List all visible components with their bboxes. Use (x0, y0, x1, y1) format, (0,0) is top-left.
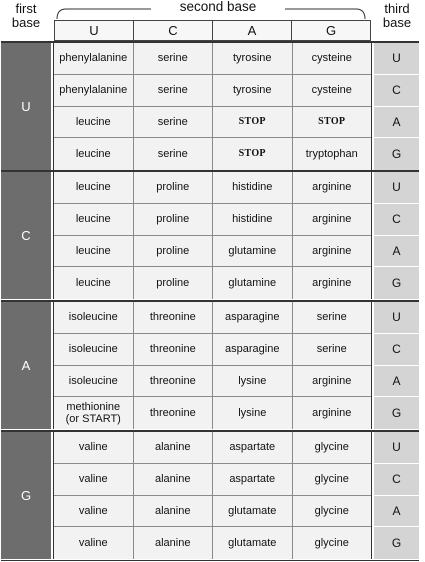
first-base-label: G (1, 432, 51, 559)
third-base-label: C (374, 334, 419, 366)
amino-acid-label: leucine (75, 213, 111, 226)
amino-acid-cell (293, 172, 372, 203)
amino-acid-label: arginine (312, 244, 352, 257)
amino-acid-cell (54, 204, 134, 235)
amino-acid-cell (134, 267, 214, 299)
amino-acid-cell (213, 302, 293, 333)
table-row (54, 267, 371, 299)
amino-acid-label: aspartate (229, 441, 276, 454)
amino-acid-label: arginine (312, 374, 352, 387)
amino-acid-cell (213, 172, 293, 203)
amino-acid-cell (213, 236, 293, 267)
table-row (54, 172, 371, 204)
amino-acid-label: leucine (75, 181, 111, 194)
codon-rows (54, 172, 371, 299)
amino-acid-cell (134, 464, 214, 495)
amino-acid-label: leucine (75, 244, 111, 257)
amino-acid-label: glutamine (228, 244, 277, 257)
second-base-header: second base (151, 0, 285, 14)
amino-acid-cell (213, 75, 293, 106)
amino-acid-cell (54, 107, 134, 138)
third-base-label: U (374, 432, 419, 464)
amino-acid-cell (213, 432, 293, 463)
amino-acid-cell (134, 172, 214, 203)
amino-acid-label: arginine (312, 213, 352, 226)
table-row (54, 107, 371, 139)
amino-acid-cell (293, 527, 372, 559)
amino-acid-cell (54, 496, 134, 527)
table-row (54, 138, 371, 170)
third-base-header-line1: third (384, 1, 410, 16)
amino-acid-cell (213, 527, 293, 559)
amino-acid-cell (134, 527, 214, 559)
first-base-header (0, 2, 52, 30)
amino-acid-label: methionine (or START) (65, 401, 121, 426)
third-base-label: A (374, 236, 419, 268)
amino-acid-label: serine (316, 311, 347, 324)
amino-acid-label: isoleucine (68, 374, 118, 387)
amino-acid-cell (293, 267, 372, 299)
amino-acid-cell (54, 397, 134, 429)
amino-acid-label: alanine (155, 441, 191, 454)
amino-acid-cell (54, 334, 134, 365)
codon-table (1, 41, 419, 561)
amino-acid-cell (134, 334, 214, 365)
amino-acid-label: lysine (238, 374, 267, 387)
codon-rows (54, 43, 371, 170)
amino-acid-cell (134, 204, 214, 235)
amino-acid-cell (293, 432, 372, 463)
amino-acid-label: valine (78, 504, 108, 517)
amino-acid-cell (293, 302, 372, 333)
amino-acid-cell (213, 267, 293, 299)
amino-acid-cell (213, 334, 293, 365)
table-row (54, 43, 371, 75)
amino-acid-cell (134, 236, 214, 267)
third-base-label: U (374, 43, 419, 75)
amino-acid-cell (293, 366, 372, 397)
first-base-block (1, 430, 419, 559)
first-base-label: C (1, 172, 51, 299)
amino-acid-label: leucine (75, 277, 111, 290)
amino-acid-cell (54, 366, 134, 397)
column-header-u: U (55, 21, 134, 40)
amino-acid-cell (134, 432, 214, 463)
table-row (54, 432, 371, 464)
amino-acid-label: leucine (75, 148, 111, 161)
third-base-column (374, 432, 419, 559)
amino-acid-cell (54, 302, 134, 333)
table-row (54, 236, 371, 268)
amino-acid-label: threonine (149, 374, 196, 387)
third-base-header (372, 2, 422, 30)
amino-acid-label: tyrosine (232, 84, 272, 97)
amino-acid-cell (134, 397, 214, 429)
amino-acid-cell (134, 43, 214, 74)
grid-divider (53, 43, 54, 170)
amino-acid-cell (54, 138, 134, 170)
first-base-block (1, 170, 419, 299)
amino-acid-label: STOP (318, 115, 346, 127)
amino-acid-label: lysine (238, 407, 267, 420)
grid-divider (53, 172, 54, 299)
amino-acid-cell (293, 75, 372, 106)
amino-acid-cell (293, 334, 372, 365)
amino-acid-label: glycine (314, 537, 349, 550)
amino-acid-label: tryptophan (305, 148, 358, 161)
grid-divider (371, 43, 372, 170)
third-base-label: A (374, 107, 419, 139)
third-base-header-line2: base (382, 15, 412, 30)
table-row (54, 397, 371, 429)
table-row (54, 496, 371, 528)
grid-divider (371, 172, 372, 299)
amino-acid-cell (54, 432, 134, 463)
amino-acid-label: leucine (75, 115, 111, 128)
amino-acid-label: glycine (314, 473, 349, 486)
amino-acid-label: valine (78, 473, 108, 486)
first-base-label: A (1, 302, 51, 429)
table-row (54, 464, 371, 496)
third-base-label: U (374, 172, 419, 204)
amino-acid-label: threonine (149, 311, 196, 324)
amino-acid-label: valine (78, 441, 108, 454)
second-base-column-headers (54, 20, 371, 41)
third-base-label: A (374, 366, 419, 398)
amino-acid-label: glutamine (228, 277, 277, 290)
amino-acid-cell (213, 464, 293, 495)
first-base-header-line1: first (15, 1, 37, 16)
amino-acid-cell (213, 366, 293, 397)
amino-acid-label: valine (78, 537, 108, 550)
table-row (54, 75, 371, 107)
amino-acid-cell (134, 75, 214, 106)
grid-divider (371, 432, 372, 559)
amino-acid-cell (213, 43, 293, 74)
first-base-block (1, 41, 419, 170)
amino-acid-cell (293, 43, 372, 74)
amino-acid-label: threonine (149, 343, 196, 356)
amino-acid-cell (293, 496, 372, 527)
amino-acid-label: tyrosine (232, 52, 272, 65)
amino-acid-label: STOP (238, 115, 266, 127)
amino-acid-label: glycine (314, 441, 349, 454)
third-base-label: A (374, 496, 419, 528)
amino-acid-cell (54, 527, 134, 559)
third-base-label: C (374, 75, 419, 107)
amino-acid-cell (54, 172, 134, 203)
amino-acid-label: glutamate (228, 504, 277, 517)
grid-divider (371, 302, 372, 429)
amino-acid-cell (213, 496, 293, 527)
third-base-column (374, 43, 419, 170)
amino-acid-cell (293, 464, 372, 495)
amino-acid-label: glutamate (228, 537, 277, 550)
amino-acid-cell (54, 75, 134, 106)
amino-acid-label: histidine (232, 213, 273, 226)
amino-acid-label: serine (157, 115, 188, 128)
amino-acid-label: histidine (232, 181, 273, 194)
third-base-label: G (374, 397, 419, 429)
amino-acid-label: isoleucine (68, 311, 118, 324)
amino-acid-cell (213, 107, 293, 138)
amino-acid-cell (134, 496, 214, 527)
amino-acid-label: glycine (314, 504, 349, 517)
amino-acid-label: proline (156, 277, 190, 290)
third-base-label: C (374, 464, 419, 496)
amino-acid-label: serine (157, 52, 188, 65)
third-base-label: G (374, 267, 419, 299)
amino-acid-label: alanine (155, 473, 191, 486)
amino-acid-label: serine (316, 343, 347, 356)
amino-acid-cell (134, 138, 214, 170)
amino-acid-cell (134, 302, 214, 333)
column-header-g: G (292, 21, 370, 40)
amino-acid-cell (54, 267, 134, 299)
amino-acid-cell (213, 138, 293, 170)
amino-acid-label: arginine (312, 181, 352, 194)
amino-acid-cell (293, 107, 372, 138)
amino-acid-label: arginine (312, 407, 352, 420)
grid-divider (53, 302, 54, 429)
table-row (54, 527, 371, 559)
amino-acid-label: phenylalanine (59, 84, 128, 97)
amino-acid-label: alanine (155, 504, 191, 517)
third-base-column (374, 172, 419, 299)
amino-acid-label: proline (156, 181, 190, 194)
table-row (54, 334, 371, 366)
amino-acid-label: serine (157, 84, 188, 97)
table-row (54, 366, 371, 398)
table-row (54, 204, 371, 236)
amino-acid-cell (54, 464, 134, 495)
amino-acid-label: threonine (149, 407, 196, 420)
codon-rows (54, 302, 371, 429)
amino-acid-label: proline (156, 213, 190, 226)
amino-acid-label: aspartate (229, 473, 276, 486)
amino-acid-label: STOP (238, 148, 266, 160)
third-base-label: C (374, 204, 419, 236)
amino-acid-cell (293, 204, 372, 235)
table-row (54, 302, 371, 334)
amino-acid-label: alanine (155, 537, 191, 550)
first-base-block (1, 300, 419, 429)
amino-acid-label: asparagine (225, 343, 280, 356)
amino-acid-label: serine (157, 148, 188, 161)
amino-acid-label: cysteine (311, 84, 352, 97)
amino-acid-cell (54, 236, 134, 267)
amino-acid-cell (293, 397, 372, 429)
amino-acid-label: cysteine (311, 52, 352, 65)
amino-acid-cell (134, 366, 214, 397)
amino-acid-cell (213, 204, 293, 235)
grid-divider (53, 432, 54, 559)
amino-acid-cell (134, 107, 214, 138)
column-header-c: C (134, 21, 213, 40)
third-base-column (374, 302, 419, 429)
amino-acid-cell (213, 397, 293, 429)
first-base-label: U (1, 43, 51, 170)
amino-acid-label: asparagine (225, 311, 280, 324)
amino-acid-cell (293, 236, 372, 267)
amino-acid-label: arginine (312, 277, 352, 290)
amino-acid-label: proline (156, 244, 190, 257)
first-base-header-line2: base (11, 15, 41, 30)
third-base-label: G (374, 527, 419, 559)
codon-rows (54, 432, 371, 559)
column-header-a: A (213, 21, 292, 40)
amino-acid-cell (54, 43, 134, 74)
third-base-label: U (374, 302, 419, 334)
amino-acid-label: isoleucine (68, 343, 118, 356)
third-base-label: G (374, 138, 419, 170)
amino-acid-cell (293, 138, 372, 170)
amino-acid-label: phenylalanine (59, 52, 128, 65)
